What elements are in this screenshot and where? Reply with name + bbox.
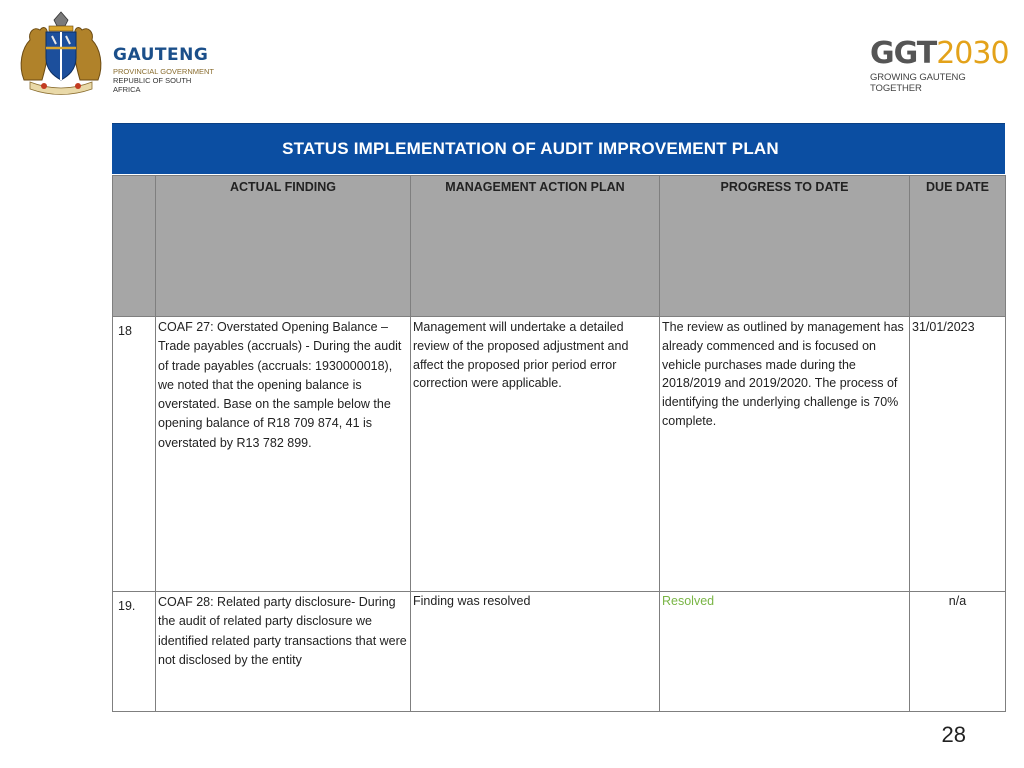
ggt2030-logo (870, 36, 1009, 94)
row-number: 18 (113, 317, 156, 592)
gauteng-name: GAUTENG (113, 45, 209, 65)
progress-cell: The review as outlined by management has already commenced and is focused on vehicle purchases made during the 2018/2019 and 2019/2020. The process of identifying the underlying challenge is 70% complete. (660, 317, 910, 592)
header-progress-to-date: PROGRESS TO DATE (660, 176, 910, 317)
due-date-cell: n/a (910, 592, 1006, 712)
title-bar (112, 123, 1005, 174)
finding-cell: COAF 27: Overstated Opening Balance – Trade payables (accruals) - During the audit of trade payables (accruals: 1930000018), we noted that the opening balance is overstated. Base on the sample below the opening balance of R18 709 874, 41 is overstated by R13 782 899. (156, 317, 411, 592)
plan-cell: Finding was resolved (411, 592, 660, 712)
progress-cell-resolved: Resolved (660, 592, 910, 712)
header-number (113, 176, 156, 317)
finding-cell: COAF 28: Related party disclosure- During the audit of related party disclosure we identified related party transactions that were not disclosed by the entity (156, 592, 411, 712)
ggt-letters: GGT (870, 36, 937, 71)
plan-cell: Management will undertake a detailed review of the proposed adjustment and affect the proposed prior period error correction were applicable. (411, 317, 660, 592)
coat-of-arms-icon (16, 10, 106, 96)
table-header-row (113, 176, 1006, 317)
republic-text: REPUBLIC OF SOUTH AFRICA (113, 76, 192, 94)
gauteng-logo-text (113, 46, 216, 94)
header-management-action-plan: MANAGEMENT ACTION PLAN (411, 176, 660, 317)
row-number: 19. (113, 592, 156, 712)
ggt-wordmark (870, 36, 1009, 71)
due-date-cell: 31/01/2023 (910, 317, 1006, 592)
page-number: 28 (941, 722, 966, 747)
provincial-government-text: PROVINCIAL GOVERNMENT (113, 67, 214, 76)
audit-improvement-table (112, 175, 1006, 712)
ggt-year: 2030 (936, 36, 1009, 71)
table-row (113, 592, 1006, 712)
gauteng-logo (16, 10, 216, 98)
header-due-date: DUE DATE (910, 176, 1006, 317)
header-actual-finding: ACTUAL FINDING (156, 176, 411, 317)
page-title: STATUS IMPLEMENTATION OF AUDIT IMPROVEMENT PLAN (282, 139, 779, 158)
table-row (113, 317, 1006, 592)
ggt-tagline: GROWING GAUTENG TOGETHER (870, 72, 966, 94)
